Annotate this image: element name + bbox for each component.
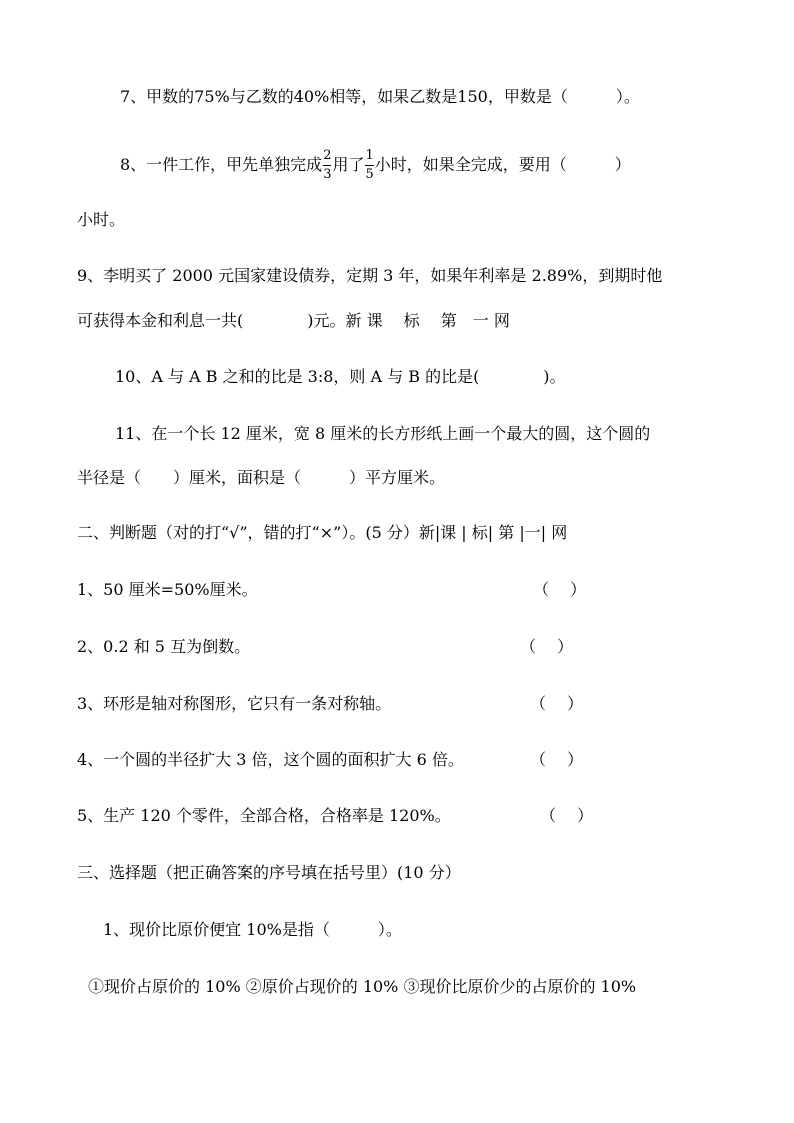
- judge-item-2-answer-paren[interactable]: （ ）: [520, 637, 574, 656]
- section-2-title: 二、判断题（对的打“√”，错的打“×”）。(5 分）新|课 | 标| 第 |一| 网: [77, 523, 568, 542]
- question-9-line-1: 9、李明买了 2000 元国家建设债券，定期 3 年，如果年利率是 2.89%，到期时他: [77, 266, 663, 285]
- judge-item-1: 1、50 厘米=50%厘米。: [77, 580, 258, 599]
- fraction-two-thirds: [323, 149, 331, 182]
- fraction-numerator: 2: [323, 148, 332, 163]
- fraction-denominator: 5: [365, 167, 374, 182]
- judge-item-5-answer-paren[interactable]: （ ）: [540, 806, 594, 825]
- question-9-line-2: 可获得本金和利息一共( )元。新 课 标 第 一 网: [77, 311, 510, 330]
- fraction-denominator: 3: [323, 167, 332, 182]
- judge-item-2: 2、0.2 和 5 互为倒数。: [77, 637, 251, 656]
- question-8-text-part3: 小时，如果全完成，要用（ ）: [374, 155, 631, 174]
- question-8-line-2: 小时。: [77, 210, 126, 229]
- judge-item-5: 5、生产 120 个零件，全部合格，合格率是 120%。: [77, 806, 451, 825]
- fraction-numerator: 1: [365, 148, 374, 163]
- question-7: 7、甲数的75%与乙数的40%相等，如果乙数是150，甲数是（ ）。: [120, 87, 640, 106]
- judge-item-4-answer-paren[interactable]: （ ）: [530, 750, 584, 769]
- section-3-title: 三、选择题（把正确答案的序号填在括号里）(10 分）: [77, 863, 461, 882]
- question-8-text-part1: 8、一件工作，甲先单独完成: [120, 155, 323, 174]
- judge-item-1-answer-paren[interactable]: （ ）: [533, 580, 587, 599]
- question-10: 10、A 与 A B 之和的比是 3:8，则 A 与 B 的比是( )。: [115, 367, 566, 386]
- question-11-line-1: 11、在一个长 12 厘米，宽 8 厘米的长方形纸上画一个最大的圆，这个圆的: [115, 424, 651, 443]
- choice-question-1-options: ①现价占原价的 10% ②原价占现价的 10% ③现价比原价少的占原价的 10%: [88, 977, 637, 996]
- judge-item-4: 4、一个圆的半径扩大 3 倍，这个圆的面积扩大 6 倍。: [77, 750, 464, 769]
- judge-item-3-answer-paren[interactable]: （ ）: [530, 694, 584, 713]
- question-8-text-part2: 用了: [332, 155, 365, 174]
- choice-question-1: 1、现价比原价便宜 10%是指（ ）。: [103, 920, 402, 939]
- judge-item-3: 3、环形是轴对称图形，它只有一条对称轴。: [77, 694, 392, 713]
- question-8: [120, 140, 631, 190]
- question-11-line-2: 半径是（ ）厘米，面积是（ ）平方厘米。: [77, 468, 446, 487]
- fraction-one-fifth: [365, 149, 373, 182]
